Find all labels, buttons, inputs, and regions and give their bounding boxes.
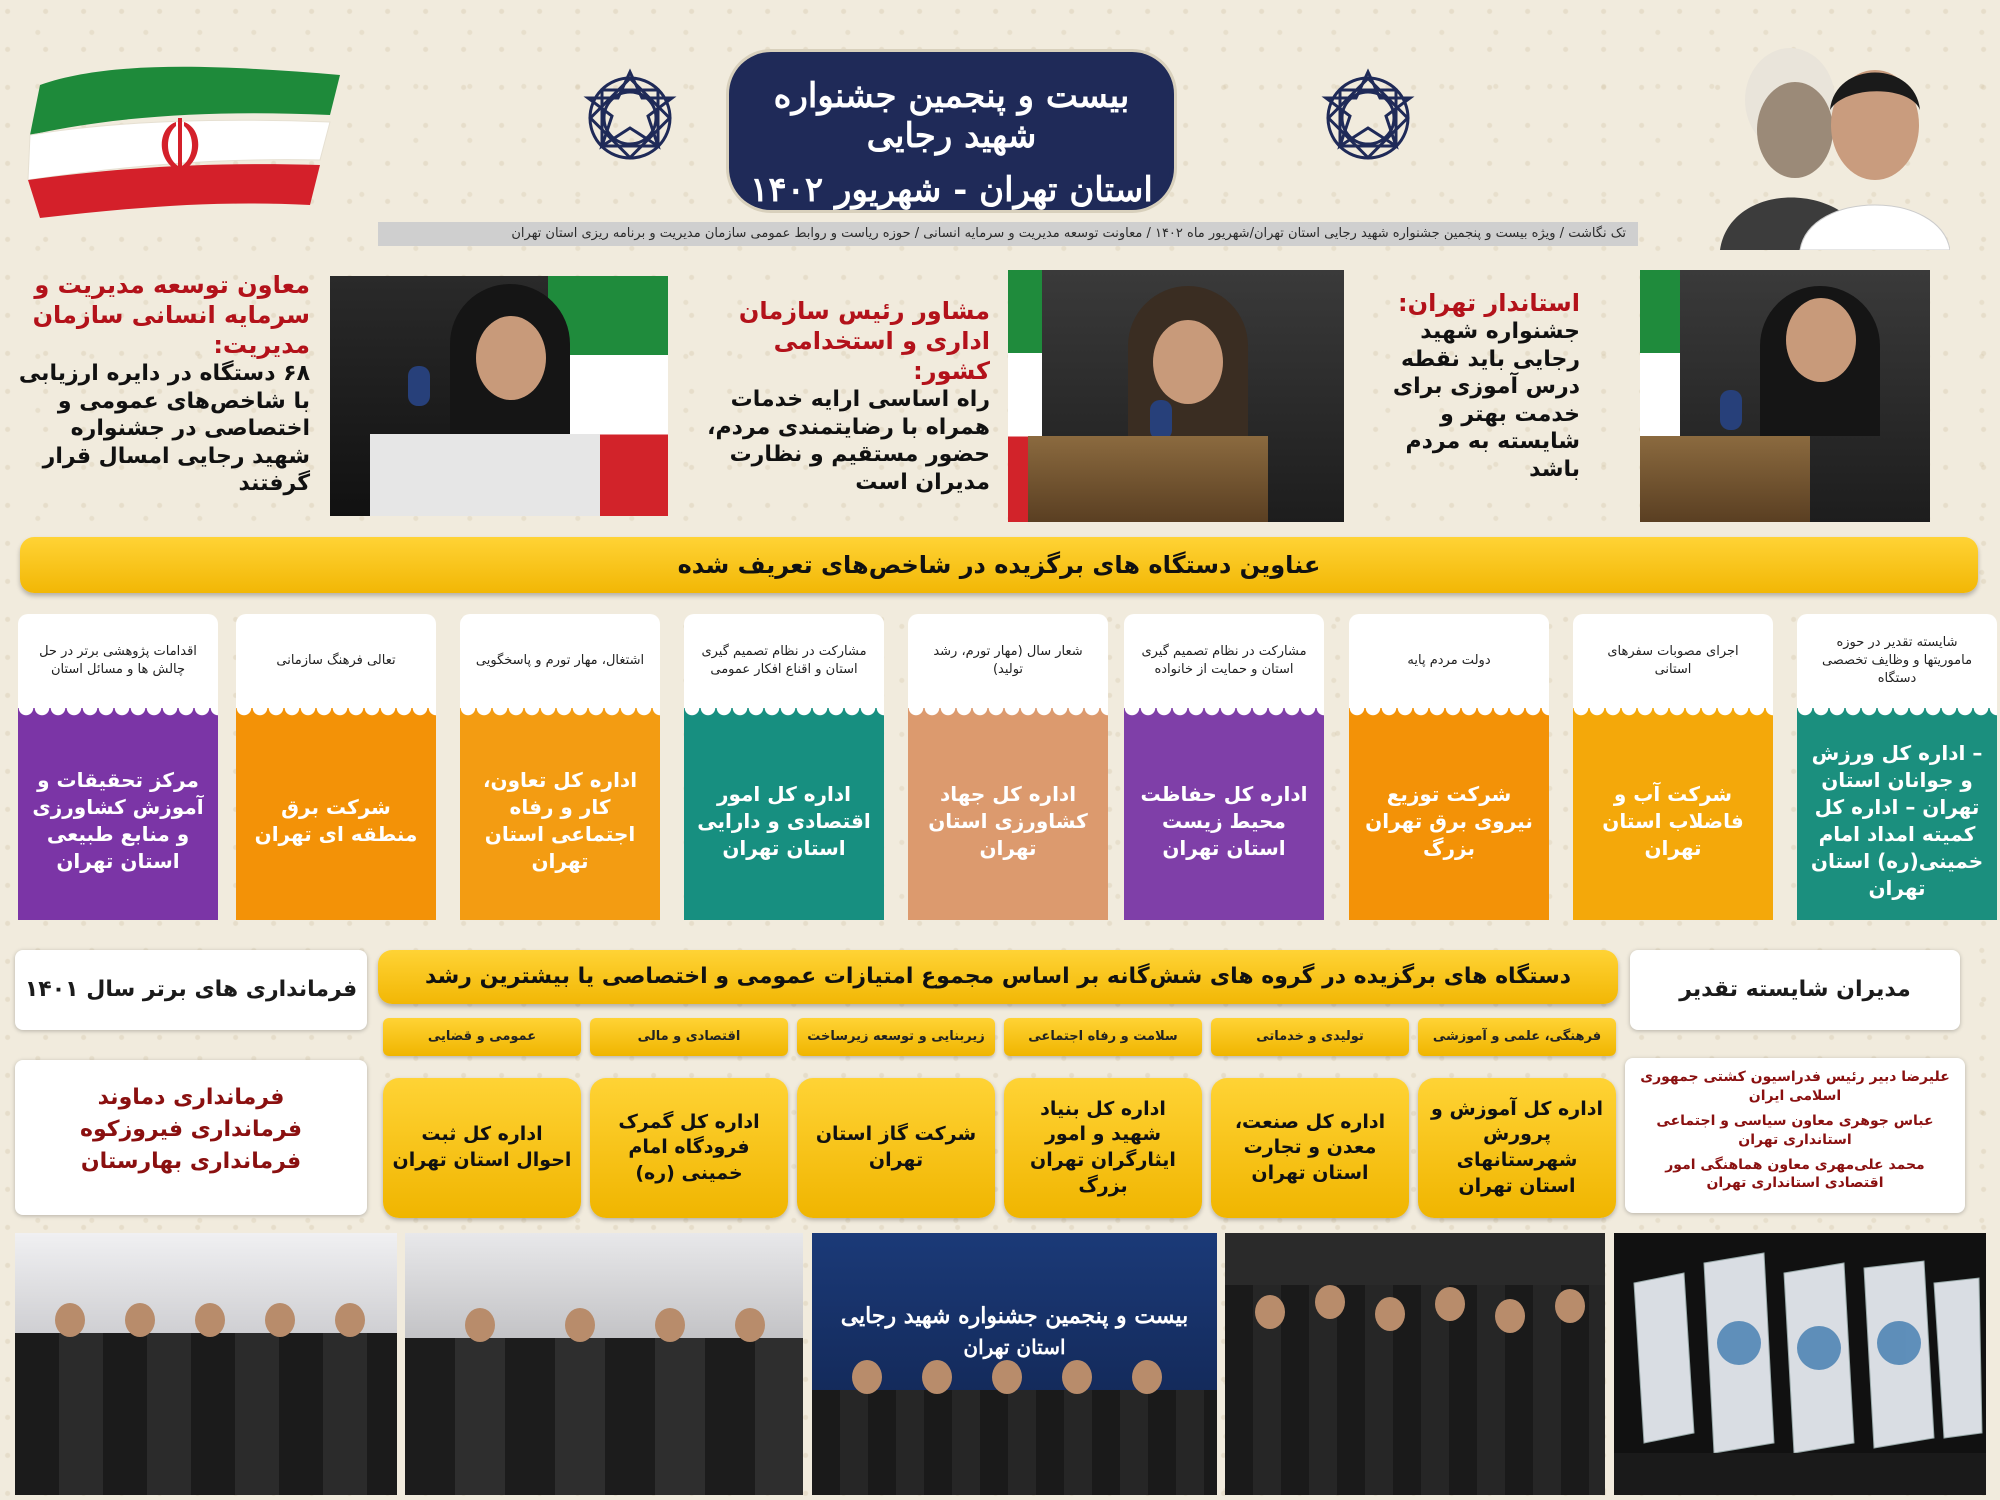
group-winner-card: اداره کل صنعت، معدن و تجارت استان تهران [1211, 1078, 1409, 1218]
stage-banner-text: بیست و پنجمین جشنواره شهید رجایی استان تهران [840, 1303, 1189, 1359]
quote-heading: مشاور رئیس سازمان اداری و استخدامی کشور: [738, 297, 990, 385]
manager-name: عباس جوهری معاون سیاسی و اجتماعی استانداری تهران [1656, 1112, 1934, 1148]
indicator-card [1349, 614, 1549, 920]
photo-audience [1225, 1233, 1605, 1495]
manager-name: علیرضا دبیر رئیس فدراسیون کشتی جمهوری اسلامی ایران [1640, 1069, 1950, 1104]
festival-title: بیست و پنجمین جشنواره شهید رجایی [773, 76, 1130, 156]
card-wave-divider [1124, 708, 1324, 722]
group-tab: فرهنگی، علمی و آموزشی [1418, 1018, 1616, 1056]
indicator-criterion: شایسته تقدیر در حوزه ماموریتها و وظایف تخصصی دستگاه [1797, 614, 1997, 708]
indicator-card [1797, 614, 1997, 920]
group-winner-card: اداره کل ثبت احوال استان تهران [383, 1078, 581, 1218]
indicator-card [1124, 614, 1324, 920]
group-tab: اقتصادی و مالی [590, 1018, 788, 1056]
indicator-criterion: دولت مردم پایه [1349, 614, 1549, 708]
photo-advisor-speech [1008, 270, 1344, 522]
indicator-criterion: شعار سال (مهار تورم، رشد تولید) [908, 614, 1108, 708]
managers-list-box [1625, 1058, 1965, 1213]
indicator-card [460, 614, 660, 920]
indicators-title-bar: عناوین دستگاه های برگزیده در شاخص‌های تعریف شده [20, 537, 1978, 593]
indicator-winner: شرکت توزیع نیروی برق تهران بزرگ [1349, 722, 1549, 920]
indicator-criterion: مشارکت در نظام تصمیم گیری استان و حمایت از خانواده [1124, 614, 1324, 708]
governorates-list-box [15, 1060, 367, 1215]
governorate-name: فرمانداری فیروزکوه [80, 1116, 302, 1142]
card-wave-divider [908, 708, 1108, 722]
card-wave-divider [18, 708, 218, 722]
martyrs-portrait [1700, 30, 1950, 250]
photo-awards-trophies [1614, 1233, 1986, 1495]
groups-title-bar: دستگاه های برگزیده در گروه های شش‌گانه بر اساس مجموع امتیازات عمومی و اختصاصی یا بیشترین رشد [378, 950, 1618, 1004]
card-wave-divider [684, 708, 884, 722]
photo-award-handover [405, 1233, 803, 1495]
quote-body: ۶۸ دستگاه در دایره ارزیابی با شاخص‌های عمومی و اختصاصی در جشنواره شهید رجایی امسال قرار گرفتند [18, 361, 310, 496]
group-tab: سلامت و رفاه اجتماعی [1004, 1018, 1202, 1056]
photo-governor-speech [1640, 270, 1930, 522]
indicator-criterion: مشارکت در نظام تصمیم گیری استان و اقناع افکار عمومی [684, 614, 884, 708]
left-rosette-ornament [580, 68, 680, 168]
card-wave-divider [1573, 708, 1773, 722]
indicator-winner: شرکت آب و فاضلاب استان تهران [1573, 722, 1773, 920]
indicator-card [908, 614, 1108, 920]
group-tab: تولیدی و خدماتی [1211, 1018, 1409, 1056]
indicator-winner: اداره کل جهاد کشاورزی استان تهران [908, 722, 1108, 920]
quote-advisor [690, 296, 990, 496]
indicator-card [236, 614, 436, 920]
festival-subtitle: استان تهران - شهریور ۱۴۰۲ [750, 170, 1153, 210]
card-wave-divider [1797, 708, 1997, 722]
quote-heading: استاندار تهران: [1397, 289, 1580, 317]
festival-title-banner [733, 56, 1170, 210]
group-winner-card: اداره کل گمرک فرودگاه امام خمینی (ره) [590, 1078, 788, 1218]
quote-deputy [10, 270, 310, 498]
card-wave-divider [1349, 708, 1549, 722]
card-wave-divider [460, 708, 660, 722]
indicator-criterion: اجرای مصوبات سفرهای استانی [1573, 614, 1773, 708]
governorates-title: فرمانداری های برتر سال ۱۴۰۱ [24, 977, 358, 1002]
group-tab: زیربنایی و توسعه زیرساخت [797, 1018, 995, 1056]
photo-deputy-speech [330, 276, 668, 516]
group-winner-card: اداره کل آموزش و پرورش شهرستانهای استان تهران [1418, 1078, 1616, 1218]
managers-title-box [1630, 950, 1960, 1030]
indicator-card [684, 614, 884, 920]
iran-flag-brush [20, 40, 350, 225]
managers-title: مدیران شایسته تقدیر [1679, 977, 1911, 1002]
quote-heading: معاون توسعه مدیریت و سرمایه انسانی سازمان مدیریت: [32, 271, 310, 359]
indicator-winner: اداره کل امور اقتصادی و دارایی استان تهران [684, 722, 884, 920]
indicator-winner: شرکت برق منطقه ای تهران [236, 722, 436, 920]
manager-name: محمد علی‌مهری معاون هماهنگی امور اقتصادی استانداری تهران [1665, 1156, 1925, 1192]
indicator-winner: مرکز تحقیقات و آموزش کشاورزی و منابع طبیعی استان تهران [18, 722, 218, 920]
governorate-name: فرمانداری دماوند [97, 1085, 285, 1110]
group-winner-card: شرکت گاز استان تهران [797, 1078, 995, 1218]
indicator-winner: اداره کل تعاون، کار و رفاه اجتماعی استان تهران [460, 722, 660, 920]
quote-governor [1390, 288, 1580, 483]
photo-winners-group [15, 1233, 397, 1495]
governorates-title-box [15, 950, 367, 1030]
right-rosette-ornament [1318, 68, 1418, 168]
indicator-card [18, 614, 218, 920]
card-wave-divider [236, 708, 436, 722]
indicator-criterion: تعالی فرهنگ سازمانی [236, 614, 436, 708]
indicator-card [1573, 614, 1773, 920]
governorate-name: فرمانداری بهارستان [80, 1148, 302, 1174]
photo-stage-ceremony [812, 1233, 1217, 1495]
quote-body: راه اساسی ارایه خدمات همراه با رضایتمندی مردم، حضور مستقیم و نظارت مدیران است [707, 387, 990, 495]
header-caption: تک نگاشت / ویژه بیست و پنجمین جشنواره شهید رجایی استان تهران/شهریور ماه ۱۴۰۲ / معاونت توسعه مدیریت و سرمایه انسانی / حوزه ریاست و روابط عمومی سازمان مدیریت و برنامه ریزی استان تهران [378, 222, 1638, 246]
indicator-winner: – اداره کل ورزش و جوانان استان تهران – اداره کل کمیته امداد امام خمینی(ره) استان تهران [1797, 722, 1997, 920]
group-winner-card: اداره کل بنیاد شهید و امور ایثارگران تهران بزرگ [1004, 1078, 1202, 1218]
indicator-criterion: اقدامات پژوهشی برتر در حل چالش ها و مسائل استان [18, 614, 218, 708]
indicator-criterion: اشتغال، مهار تورم و پاسخگویی [460, 614, 660, 708]
group-tab: عمومی و قضایی [383, 1018, 581, 1056]
quote-body: جشنواره شهید رجایی باید نقطه درس آموزی برای خدمت بهتر و شایسته به مردم باشد [1392, 319, 1580, 482]
indicator-winner: اداره کل حفاظت محیط زیست استان تهران [1124, 722, 1324, 920]
